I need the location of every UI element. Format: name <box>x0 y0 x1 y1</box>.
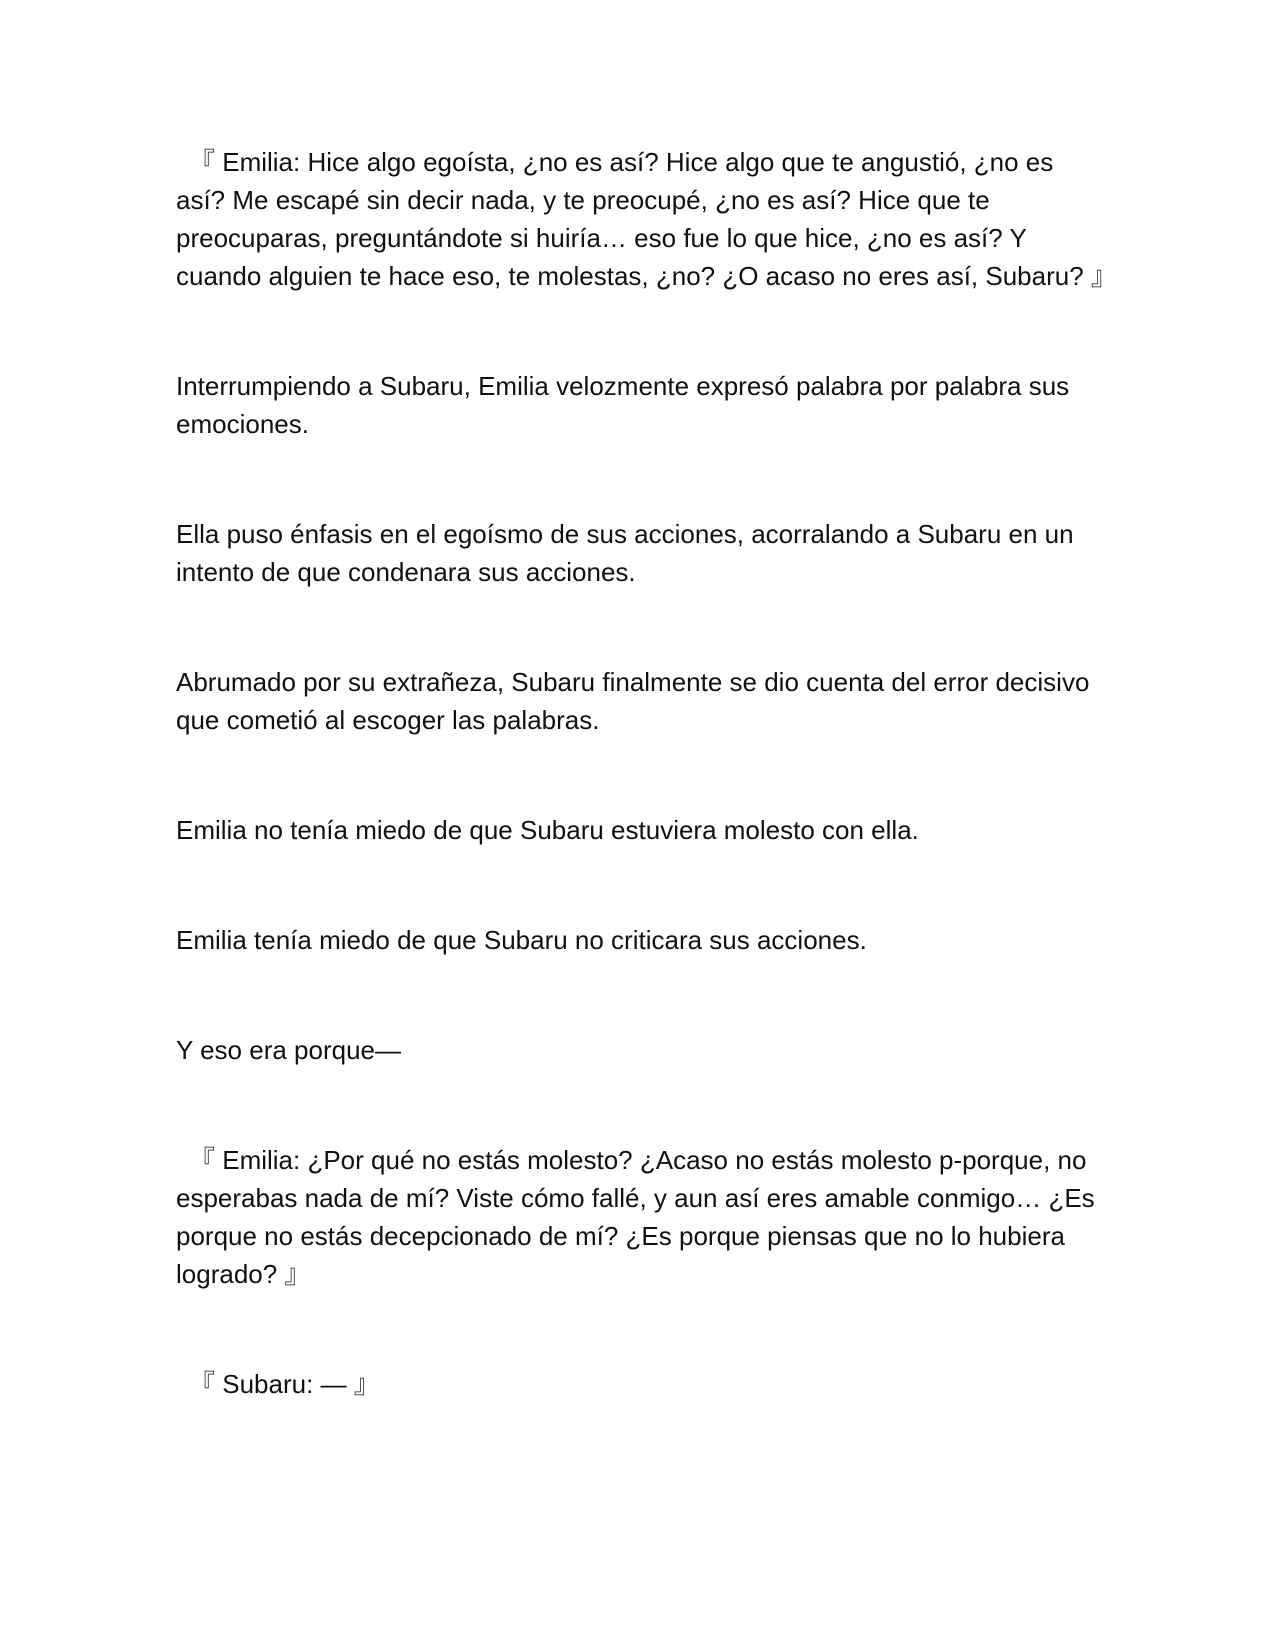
paragraph-emilia-dialogue-2: 『 Emilia: ¿Por qué no estás molesto? ¿Acaso no estás molesto p-porque, no esperabas nada de mí? Viste cómo fallé, y aun así eres amable conmigo… ¿Es porque no estás decepcionado de mí? ¿Es porque piensas que no lo hubiera logrado? 』 <box>176 1145 1095 1289</box>
paragraph-gap <box>176 295 1106 367</box>
document-page <box>176 143 1117 1403</box>
paragraph-gap <box>176 443 1106 515</box>
paragraph-gap <box>176 1293 1106 1365</box>
paragraph-gap <box>176 849 1106 921</box>
paragraph-subaru-dialogue: 『 Subaru: — 』 <box>176 1369 380 1399</box>
paragraph-narration-2: Ella puso énfasis en el egoísmo de sus acciones, acorralando a Subaru en un intento de que condenara sus acciones. <box>176 519 1074 587</box>
paragraph-gap <box>176 1069 1106 1141</box>
paragraph-narration-5: Emilia tenía miedo de que Subaru no criticara sus acciones. <box>176 925 867 955</box>
paragraph-gap <box>176 739 1106 811</box>
paragraph-narration-6: Y eso era porque— <box>176 1035 401 1065</box>
paragraph-emilia-dialogue-1: 『 Emilia: Hice algo egoísta, ¿no es así? Hice algo que te angustió, ¿no es así? Me escapé sin decir nada, y te preocupé, ¿no es así? Hice que te preocuparas, preguntándote si huiría… eso fue lo que hice, ¿no es así? Y cuando alguien te hace eso, te molestas, ¿no? ¿O acaso no eres así, Subaru? 』 <box>176 147 1117 291</box>
paragraph-narration-1: Interrumpiendo a Subaru, Emilia velozmente expresó palabra por palabra sus emociones. <box>176 371 1070 439</box>
paragraph-gap <box>176 959 1106 1031</box>
paragraph-gap <box>176 591 1106 663</box>
paragraph-narration-3: Abrumado por su extrañeza, Subaru finalmente se dio cuenta del error decisivo que cometió al escoger las palabras. <box>176 667 1090 735</box>
paragraph-narration-4: Emilia no tenía miedo de que Subaru estuviera molesto con ella. <box>176 815 919 845</box>
